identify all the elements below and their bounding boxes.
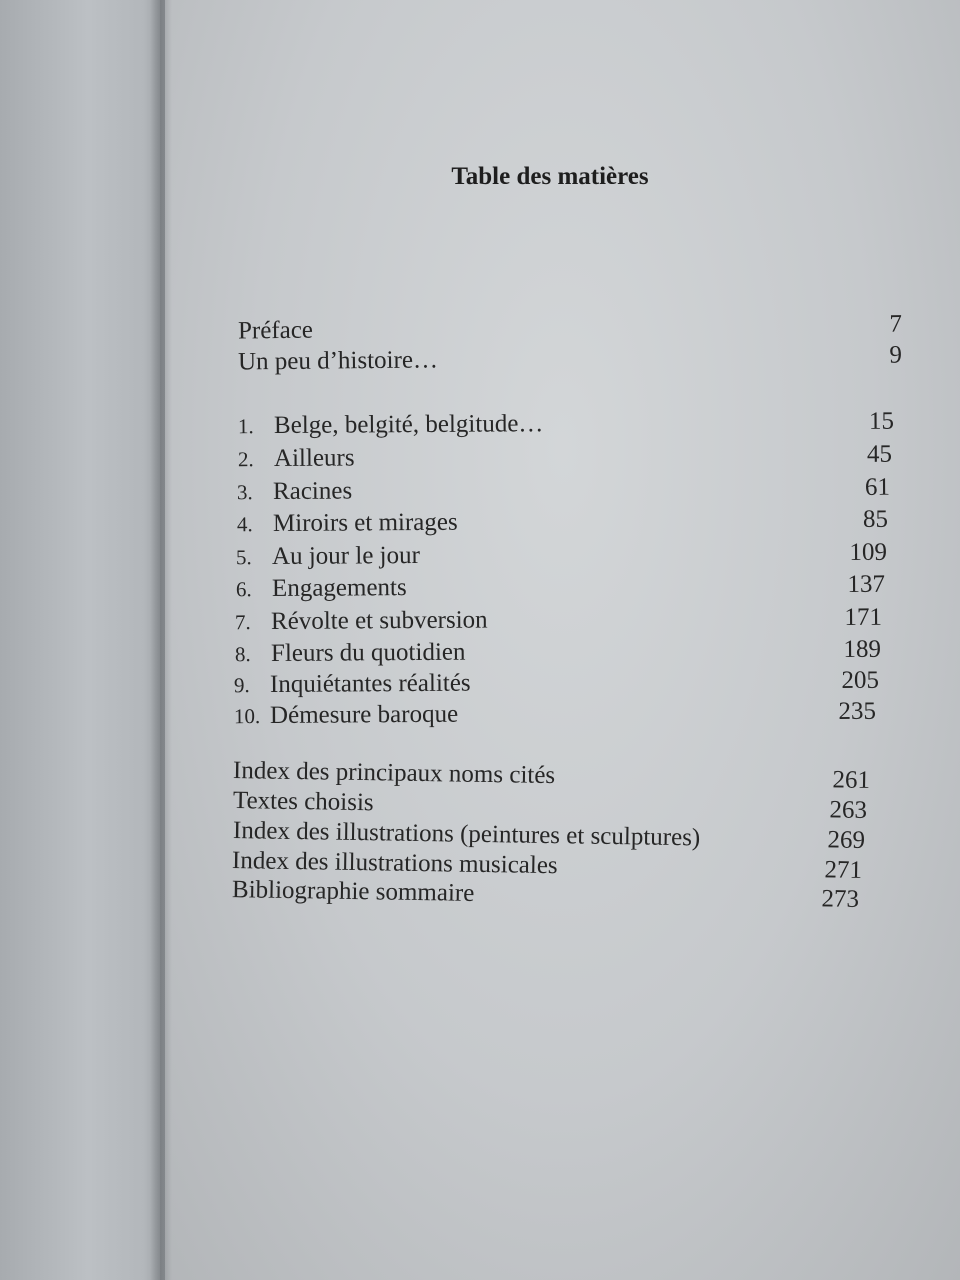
toc-entry-label: Index des illustrations musicales xyxy=(231,847,558,880)
toc-chapter xyxy=(234,667,879,700)
toc-entry-label: Bibliographie sommaire xyxy=(231,876,475,907)
toc-entry-page: 263 xyxy=(829,796,868,824)
chapter-title: Inquiétantes réalités xyxy=(269,669,471,698)
chapter-title: Ailleurs xyxy=(273,444,355,473)
chapter-page: 15 xyxy=(868,407,895,435)
toc-entry-label: Préface xyxy=(237,316,314,345)
chapter-title: Belge, belgité, belgitude… xyxy=(273,410,544,440)
chapter-page: 205 xyxy=(841,666,880,695)
chapter-number: 10. xyxy=(233,704,261,729)
toc-chapter xyxy=(236,571,885,604)
chapter-title: Au jour le jour xyxy=(271,541,420,571)
toc-chapter xyxy=(237,506,888,539)
chapter-title: Engagements xyxy=(271,574,407,603)
chapter-number: 5. xyxy=(235,545,252,570)
toc-entry-page: 269 xyxy=(827,826,866,854)
chapter-page: 61 xyxy=(864,473,891,501)
chapter-title: Fleurs du quotidien xyxy=(270,638,466,668)
chapter-number: 6. xyxy=(235,577,252,602)
toc-entry-label: Index des principaux noms cités xyxy=(232,756,556,790)
toc-entry-label: Un peu d’histoire… xyxy=(237,346,439,376)
toc-chapter xyxy=(235,636,881,669)
toc-chapter xyxy=(237,474,890,507)
chapter-page: 137 xyxy=(847,570,886,598)
chapter-title: Miroirs et mirages xyxy=(272,508,458,538)
chapter-title: Révolte et subversion xyxy=(270,606,488,636)
chapter-page: 189 xyxy=(843,635,882,664)
toc-entry-page: 7 xyxy=(889,310,903,338)
chapter-page: 235 xyxy=(838,697,877,726)
left-page xyxy=(0,0,160,1280)
toc-entry-page: 9 xyxy=(889,341,903,369)
toc-chapter xyxy=(235,604,882,637)
toc-chapter xyxy=(238,441,892,474)
chapter-page: 45 xyxy=(866,440,893,468)
toc-entry-page: 271 xyxy=(824,856,863,884)
chapter-number: 1. xyxy=(237,414,254,439)
chapter-page: 171 xyxy=(844,603,883,632)
toc-chapter xyxy=(234,698,876,730)
chapter-page: 85 xyxy=(862,505,889,533)
toc-entry-label: Index des illustrations (peintures et sculptures) xyxy=(232,817,701,852)
chapter-number: 7. xyxy=(234,610,251,635)
chapter-number: 4. xyxy=(236,512,253,537)
toc-entry-page: 273 xyxy=(821,885,860,913)
toc-chapter xyxy=(238,408,894,441)
book-gutter xyxy=(150,0,172,1280)
toc-entry-page: 261 xyxy=(832,766,871,795)
chapter-number: 2. xyxy=(237,447,254,472)
chapter-number: 9. xyxy=(233,673,250,698)
chapter-title: Démesure baroque xyxy=(269,700,459,729)
chapter-number: 3. xyxy=(236,480,253,505)
toc-chapter xyxy=(236,539,887,572)
chapter-title: Racines xyxy=(272,477,353,506)
toc-entry-label: Textes choisis xyxy=(232,787,374,817)
page-title: Table des matières xyxy=(451,163,649,190)
chapter-number: 8. xyxy=(234,642,251,667)
chapter-page: 109 xyxy=(849,538,888,566)
